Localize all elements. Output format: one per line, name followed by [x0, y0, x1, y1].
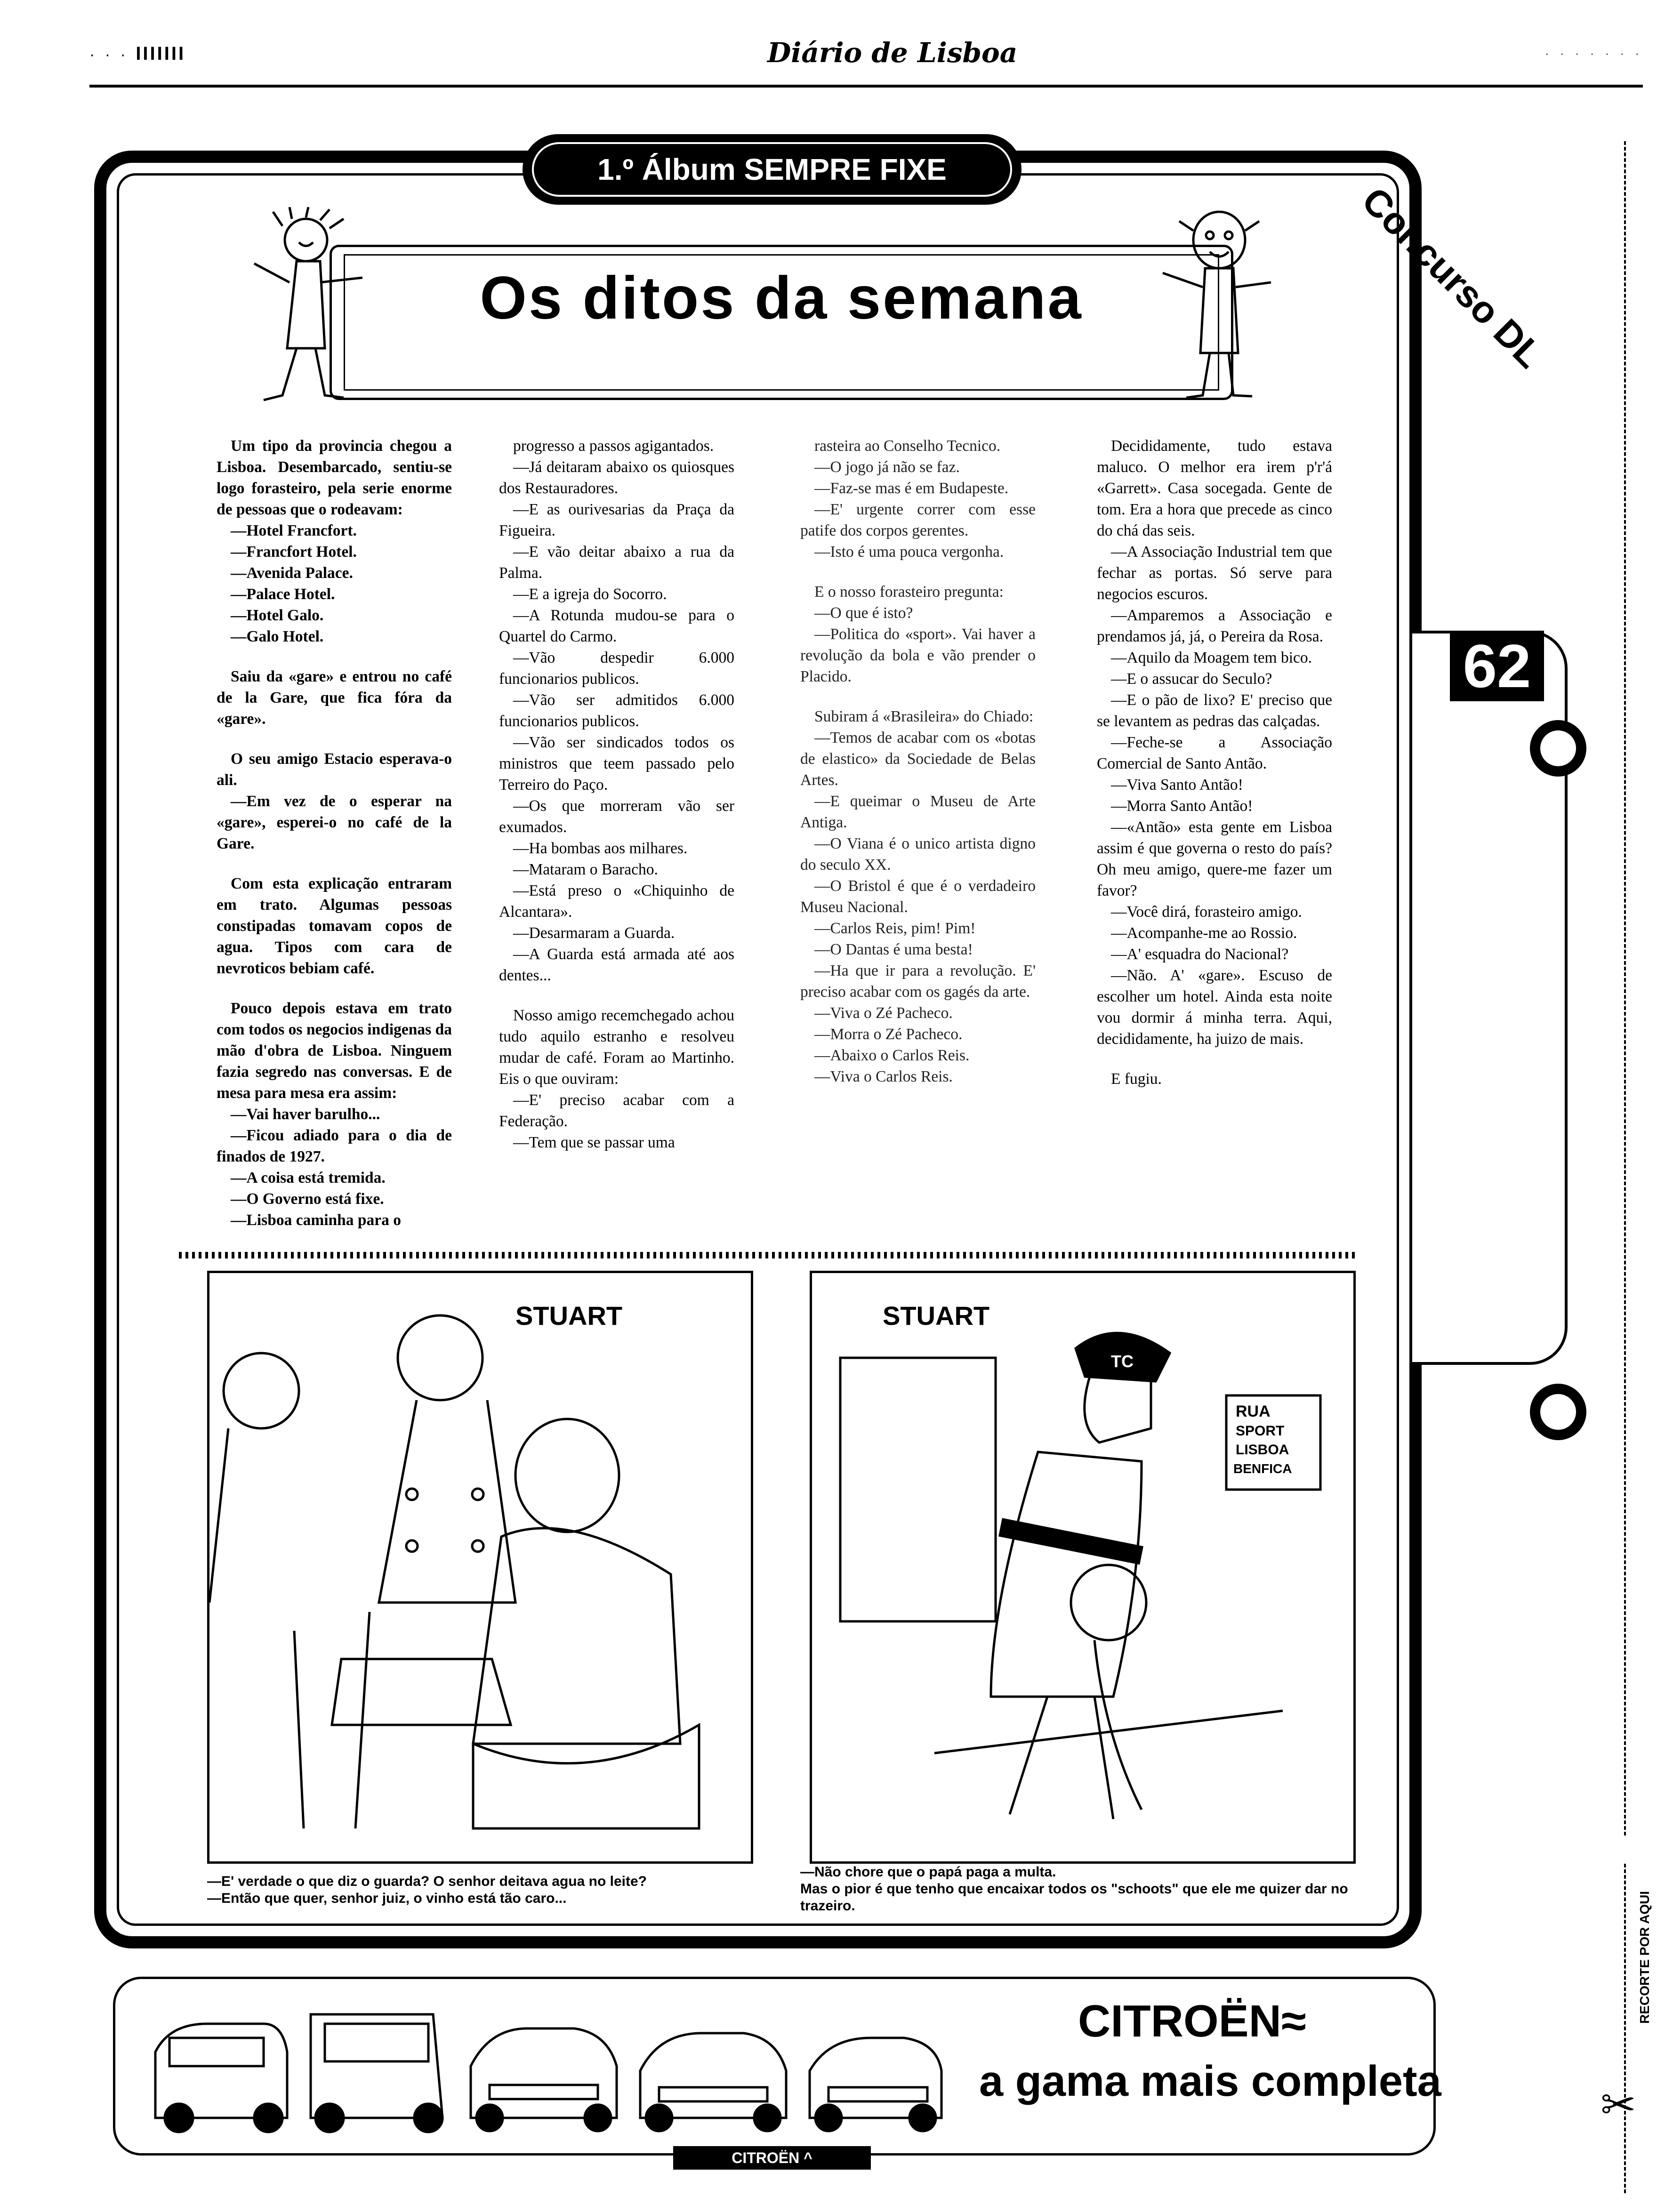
cartoon-panel-2 — [810, 1271, 1356, 1864]
paragraph: —Galo Hotel. — [231, 628, 324, 645]
paragraph: —Carlos Reis, pim! Pim! — [814, 920, 976, 937]
car-lineup-icon — [141, 1996, 951, 2137]
paragraph: —Vão despedir 6.000 funcionarios publicos. — [499, 649, 734, 688]
paragraph: —Viva o Carlos Reis. — [814, 1068, 953, 1085]
paragraph: —Ha que ir para a revolução. E' preciso acabar com os gagés da arte. — [800, 962, 1036, 1001]
paragraph: —Hotel Francfort. — [231, 522, 357, 539]
paragraph: —O Governo está fixe. — [231, 1190, 384, 1208]
paragraph: —Feche-se a Associação Comercial de Santo Antão. — [1097, 734, 1332, 772]
paragraph: —Está preso o «Chiquinho de Alcantara». — [499, 882, 734, 921]
paragraph: —A' esquadra do Nacional? — [1111, 946, 1289, 963]
cap-badge: TC — [1111, 1352, 1134, 1371]
paragraph: Com esta explicação entraram em trato. Algumas pessoas constipadas tomavam copos de agua. Tipos com cara de nevroticos bebiam café. — [217, 875, 452, 977]
paragraph: —E a igreja do Socorro. — [513, 585, 667, 603]
paragraph: —Em vez de o esperar na «gare», esperei-o no café de la Gare. — [217, 793, 452, 852]
paragraph: O seu amigo Estacio esperava-o ali. — [217, 750, 452, 789]
caption-line: Mas o pior é que tenho que encaixar todos os "schoots" que ele me quizer dar no trazeiro. — [800, 1881, 1348, 1914]
paragraph: —Faz-se mas é em Budapeste. — [814, 480, 1009, 497]
paragraph: —Francfort Hotel. — [231, 543, 357, 561]
street-sign-line-1: RUA — [1236, 1403, 1271, 1420]
cartoon-figure-right-icon — [1158, 202, 1280, 400]
paragraph: —O jogo já não se faz. — [814, 458, 960, 476]
paragraph: —O Dantas é uma besta! — [814, 941, 973, 958]
citroen-chevron-icon: ≈ — [1281, 1996, 1306, 2046]
right-dash-line — [1624, 141, 1626, 1835]
paragraph: —Mataram o Baracho. — [513, 861, 658, 878]
paragraph: —Tem que se passar uma — [513, 1134, 675, 1151]
street-sign-line-4: BENFICA — [1233, 1461, 1292, 1476]
paragraph: —Já deitaram abaixo os quiosques dos Restauradores. — [499, 458, 734, 497]
cartoon-guard-illustration — [812, 1273, 1353, 1861]
paragraph: —E o assucar do Seculo? — [1111, 670, 1272, 688]
street-sign-line-2: SPORT — [1236, 1423, 1285, 1439]
cartoon-figure-left-icon — [245, 207, 367, 405]
paragraph: Subiram á «Brasileira» do Chiado: — [814, 708, 1034, 725]
paragraph: Saiu da «gare» e entrou no café de la Gare, que fica fóra da «gare». — [217, 668, 452, 728]
paragraph: rasteira ao Conselho Tecnico. — [814, 437, 1001, 455]
paragraph: —Isto é uma pouca vergonha. — [814, 543, 1004, 561]
paragraph: —O Bristol é que é o verdadeiro Museu Nacional. — [800, 877, 1036, 916]
paragraph: —Ha bombas aos milhares. — [513, 840, 688, 857]
dotted-rule — [179, 1252, 1356, 1258]
paragraph: —Viva Santo Antão! — [1111, 776, 1243, 793]
paragraph: Pouco depois estava em trato com todos os negocios indigenas da mão d'obra de Lisboa. Ninguem fazia segredo nas conversas. E de mesa para mesa era assim: — [217, 1000, 452, 1102]
paragraph: —Vão ser sindicados todos os ministros que teem passado pelo Terreiro do Paço. — [499, 734, 734, 793]
masthead-right: · · · · · · · — [1545, 46, 1643, 60]
paragraph: —Lisboa caminha para o — [231, 1211, 402, 1229]
ad-footer: CITROËN ^ — [673, 2146, 871, 2170]
paragraph: —Amparemos a Associação e prendamos já, já, o Pereira da Rosa. — [1097, 607, 1332, 645]
newspaper-title: Diário de Lisboa — [767, 37, 1018, 69]
caption-line: —E' verdade o que diz o guarda? O senhor deitava agua no leite? — [207, 1874, 647, 1889]
paragraph: —Acompanhe-me ao Rossio. — [1111, 924, 1297, 942]
paragraph: —Palace Hotel. — [231, 585, 335, 603]
paragraph: —Politica do «sport». Vai haver a revolução da bola e vão prender o Placido. — [800, 625, 1036, 685]
paragraph: —«Antão» esta gente em Lisboa assim é que governa o resto do país? Oh meu amigo, quere-me fazer um favor? — [1097, 818, 1332, 899]
paragraph: —E o pão de lixo? E' preciso que se levantem as pedras das calçadas. — [1097, 691, 1332, 730]
paragraph: —Morra Santo Antão! — [1111, 797, 1253, 815]
cartoon-caption-1 — [207, 1873, 772, 1907]
paragraph: —Avenida Palace. — [231, 564, 353, 582]
ad-brand — [1078, 1996, 1306, 2047]
street-sign-line-3: LISBOA — [1236, 1442, 1289, 1458]
article-column-4 — [1097, 435, 1332, 1090]
scissors-icon: ✂ — [1601, 2080, 1636, 2130]
paragraph: —Hotel Galo. — [231, 607, 324, 624]
masthead-left: · · · IIIIIII — [89, 43, 186, 64]
masthead — [89, 33, 1643, 88]
cartoon-signature: STUART — [883, 1301, 990, 1330]
cartoon-panel-1 — [207, 1271, 753, 1864]
paragraph: —Ficou adiado para o dia de finados de 1927. — [217, 1127, 452, 1165]
paragraph: —Aquilo da Moagem tem bico. — [1111, 649, 1312, 666]
paragraph: —Não. A' «gare». Escuso de escolher um hotel. Ainda esta noite vou dormir á minha terra. Aqui, decididamente, ha juizo de mais. — [1097, 967, 1332, 1048]
paragraph: —A Rotunda mudou-se para o Quartel do Carmo. — [499, 607, 734, 645]
punch-hole-icon — [1530, 720, 1586, 777]
paragraph: —E vão deitar abaixo a rua da Palma. — [499, 543, 734, 582]
paragraph: —Os que morreram vão ser exumados. — [499, 797, 734, 836]
paragraph: —O que é isto? — [814, 604, 913, 622]
cartoon-signature: STUART — [515, 1301, 623, 1330]
paragraph: —O Viana é o unico artista digno do seculo XX. — [800, 835, 1036, 874]
paragraph: Decididamente, tudo estava maluco. O melhor era irem p'r'á «Garrett». Casa socegada. Gente de tom. Era a hora que precede as cinco do chá das seis. — [1097, 437, 1332, 539]
paragraph: E o nosso forasteiro pregunta: — [814, 583, 1004, 601]
paragraph: —Desarmaram a Guarda. — [513, 924, 675, 942]
article-column-2 — [499, 435, 734, 1153]
cut-line — [1624, 1864, 1626, 2193]
ad-slogan: a gama mais completa — [979, 2057, 1441, 2105]
caption-line: —Não chore que o papá paga a multa. — [800, 1864, 1056, 1880]
paragraph: E fugiu. — [1111, 1070, 1162, 1088]
paragraph: —E' urgente correr com esse patife dos corpos gerentes. — [800, 501, 1036, 539]
cartoon-caption-2 — [800, 1864, 1393, 1915]
article-column-3 — [800, 435, 1036, 1087]
punch-hole-icon — [1530, 1384, 1586, 1440]
article-column-1 — [217, 435, 452, 1231]
paragraph: —E as ourivesarias da Praça da Figueira. — [499, 501, 734, 539]
tab-number: 62 — [1450, 631, 1544, 701]
paragraph: —Morra o Zé Pacheco. — [814, 1026, 963, 1043]
paragraph: Nosso amigo recemchegado achou tudo aquilo estranho e resolveu mudar de café. Foram ao Martinho. Eis o que ouviram: — [499, 1007, 734, 1088]
paragraph: —A Guarda está armada até aos dentes... — [499, 946, 734, 984]
album-label: 1.º Álbum SEMPRE FIXE — [532, 142, 1012, 197]
paragraph: —A Associação Industrial tem que fechar as portas. Só serve para negocios escuros. — [1097, 543, 1332, 603]
cartoon-judge-illustration — [209, 1273, 751, 1861]
paragraph: —Vai haver barulho... — [231, 1106, 380, 1123]
page-title: Os ditos da semana — [480, 264, 1083, 332]
paragraph: progresso a passos agigantados. — [513, 437, 714, 455]
paragraph: —A coisa está tremida. — [231, 1169, 386, 1186]
paragraph: —E queimar o Museu de Arte Antiga. — [800, 793, 1036, 831]
paragraph: Um tipo da provincia chegou a Lisboa. Desembarcado, sentiu-se logo forasteiro, pela serie enorme de pessoas que o rodeavam: — [217, 437, 452, 518]
concurso-label: Concurso DL — [1354, 179, 1551, 376]
caption-line: —Então que quer, senhor juiz, o vinho está tão caro... — [207, 1891, 567, 1906]
paragraph: —Abaixo o Carlos Reis. — [814, 1047, 970, 1064]
paragraph: —Você dirá, forasteiro amigo. — [1111, 903, 1302, 921]
paragraph: —Vão ser admitidos 6.000 funcionarios publicos. — [499, 691, 734, 730]
paragraph: —Viva o Zé Pacheco. — [814, 1004, 953, 1022]
ad-brand-name: CITROËN — [1078, 1996, 1281, 2046]
cut-label: RECORTE POR AQUI — [1637, 1891, 1652, 2024]
paragraph: —E' preciso acabar com a Federação. — [499, 1091, 734, 1130]
paragraph: —Temos de acabar com os «botas de elastico» da Sociedade de Belas Artes. — [800, 729, 1036, 789]
